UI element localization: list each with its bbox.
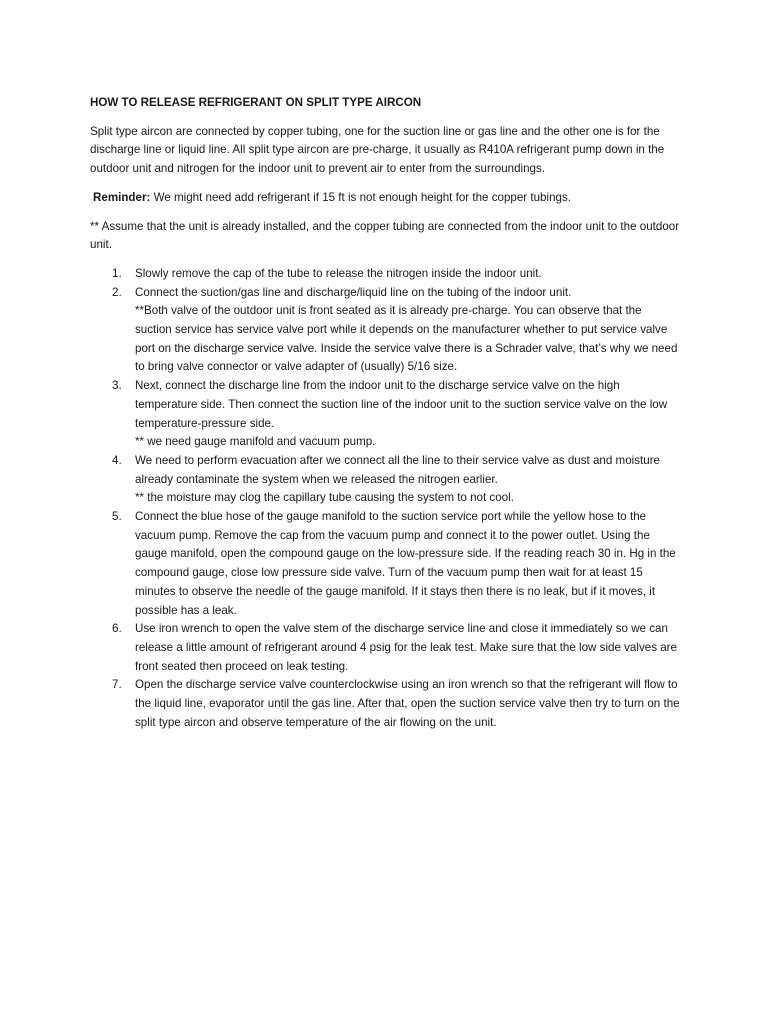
step-item <box>90 284 680 378</box>
step-text: Slowly remove the cap of the tube to release the nitrogen inside the indoor unit. <box>135 266 542 280</box>
assumption-paragraph: ** Assume that the unit is already installed, and the copper tubing are connected from the indoor unit to the outdoor unit. <box>90 219 680 252</box>
step-note: **Both valve of the outdoor unit is front seated as it is already pre-charge. You can observe that the suction service has service valve port while it depends on the manufacturer whether to put service valve port on the discharge service valve. Inside the service valve there is a Schrader valve, that’s why we need to bring valve connector or valve adapter of (usually) 5/16 size. <box>135 304 678 374</box>
reminder-label: Reminder: <box>93 190 151 204</box>
step-item <box>90 265 680 284</box>
step-item <box>90 620 680 676</box>
step-note: ** the moisture may clog the capillary tube causing the system to not cool. <box>135 491 514 505</box>
step-item <box>90 452 680 508</box>
step-number: 5. <box>112 510 122 524</box>
steps-list <box>90 265 680 733</box>
step-text: Use iron wrench to open the valve stem of the discharge service line and close it immediately so we can release a little amount of refrigerant around 4 psig for the leak test. Make sure that the low side valves are front seated then proceed on leak testing. <box>135 622 677 673</box>
step-text: Connect the blue hose of the gauge manifold to the suction service port while the yellow hose to the vacuum pump. Remove the cap from the vacuum pump and connect it to the power outlet. Using the gauge manifold, open the compound gauge on the low-pressure side. If the reading reach 30 in. Hg in the compound gauge, close low pressure side valve. Turn of the vacuum pump then wait for at least 15 minutes to observe the needle of the gauge manifold. If it stays then there is no leak, but if it moves, it possible has a leak. <box>135 510 676 617</box>
step-number: 3. <box>112 379 122 393</box>
step-number: 6. <box>112 622 122 636</box>
step-number: 4. <box>112 453 122 467</box>
step-item <box>90 377 680 452</box>
step-item <box>90 508 680 620</box>
reminder-text: We might need add refrigerant if 15 ft is not enough height for the copper tubings. <box>150 190 571 204</box>
step-item <box>90 676 680 732</box>
intro-paragraph: Split type aircon are connected by copper tubing, one for the suction line or gas line and the other one is for the discharge line or liquid line. All split type aircon are pre-charge, it usually as R410A refrigerant pump down in the outdoor unit and nitrogen for the indoor unit to prevent air to enter from the surroundings. <box>90 124 665 176</box>
document-title: HOW TO RELEASE REFRIGERANT ON SPLIT TYPE AIRCON <box>90 96 422 109</box>
step-number: 7. <box>112 678 122 692</box>
document-page <box>90 94 680 733</box>
step-text: We need to perform evacuation after we connect all the line to their service valve as dust and moisture already contaminate the system when we released the nitrogen earlier. <box>135 453 661 486</box>
step-number: 2. <box>112 285 122 299</box>
reminder-paragraph <box>90 189 680 208</box>
step-text: Open the discharge service valve counterclockwise using an iron wrench so that the refrigerant will flow to the liquid line, evaporator until the gas line. After that, open the suction service valve then try to turn on the split type aircon and observe temperature of the air flowing on the unit. <box>135 678 680 729</box>
step-text: Next, connect the discharge line from the indoor unit to the discharge service valve on the high temperature side. Then connect the suction line of the indoor unit to the suction service valve on the low temperature-pressure side. <box>135 379 668 430</box>
step-text: Connect the suction/gas line and discharge/liquid line on the tubing of the indoor unit. <box>135 285 572 299</box>
step-number: 1. <box>112 266 122 280</box>
step-note: ** we need gauge manifold and vacuum pump. <box>135 435 376 449</box>
